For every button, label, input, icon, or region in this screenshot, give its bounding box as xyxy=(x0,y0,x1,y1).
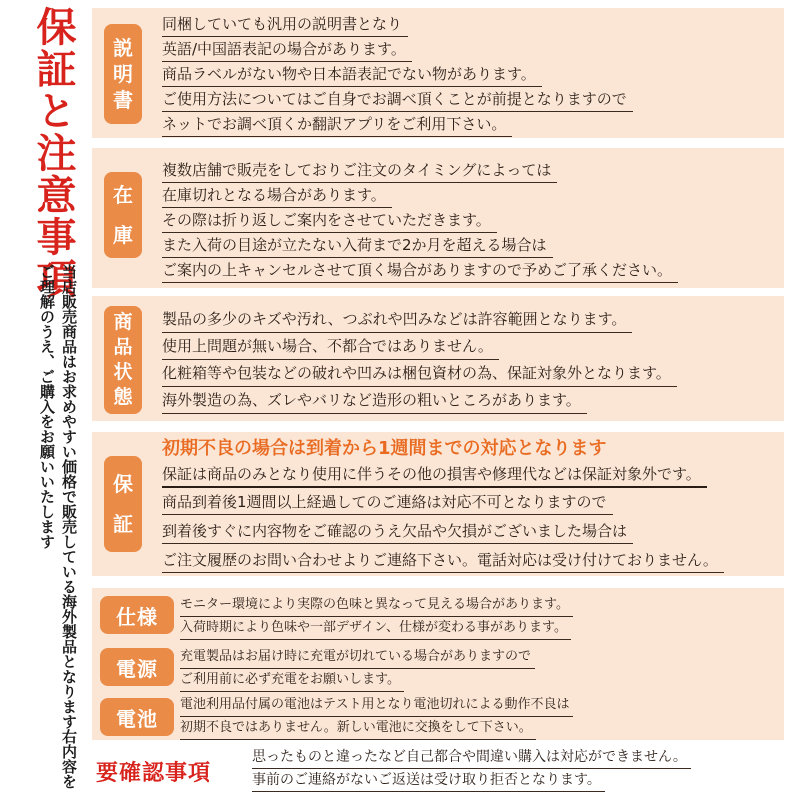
section-line: 在庫切れとなる場合があります。 xyxy=(162,183,392,208)
final-line: 思ったものと違ったなど自己都合や間違い購入は対応ができません。 xyxy=(252,746,691,769)
section-line: ご案内の上キャンセルさせて頂く場合がありますので予めご了承ください。 xyxy=(162,258,678,283)
section-lines-warranty xyxy=(162,436,776,573)
section-line: ご利用前に必ず充電をお願いします。 xyxy=(180,669,404,692)
section-line: 入荷時期により色味や一部デザイン、仕様が変わる事があります。 xyxy=(180,617,571,640)
section-line: 化粧箱等や包装などの破れや凹みは梱包資材の為、保証対象外となります。 xyxy=(162,360,677,387)
side-title: 保証と注意事項 xyxy=(30,6,76,300)
section-line: モニター環境により実際の色味と異なって見える場合があります。 xyxy=(180,594,573,617)
warranty-highlight: 初期不良の場合は到着から1週間までの対応となります xyxy=(162,438,607,459)
section-warranty xyxy=(92,432,784,576)
section-lines-manual xyxy=(162,12,776,137)
section-line: 初期不良ではありません。新しい電池に交換をして下さい。 xyxy=(180,717,536,740)
section-line: 商品到着後1週間以上経過してのご連絡は対応不可となりますので xyxy=(162,490,613,515)
section-line: 使用上問題が無い場合、不都合ではありません。 xyxy=(162,333,499,360)
section-line: ネットでお調べ頂くか翻訳アプリをご利用下さい。 xyxy=(162,112,512,137)
side-note: 当店販売商品はお求めやすい価格で販売している海外製品となります右内容をご理解のうえ、ご購入をお願いいたします xyxy=(38,264,78,789)
lines-power xyxy=(180,646,776,692)
lines-spec xyxy=(180,594,776,640)
section-line: 英語/中国語表記の場合があります。 xyxy=(162,37,412,62)
section-line: ご使用方法についてはご自身でお調べ頂くことが前提となりますので xyxy=(162,87,633,112)
final-title: 要確認事項 xyxy=(96,761,212,786)
section-line: 複数店舗で販売をしておりご注文のタイミングによっては xyxy=(162,158,557,183)
section-line: また入荷の目途が立たない入荷まで2か月を超える場合は xyxy=(162,233,553,258)
final-lines xyxy=(252,746,691,792)
section-tag-stock: 在 庫 xyxy=(104,172,142,258)
section-line: 保証は商品のみとなり使用に伴うその他の損害や修理代などは保証対象外です。 xyxy=(162,462,707,488)
tag-spec: 仕様 xyxy=(100,596,174,634)
lines-battery xyxy=(180,694,776,740)
section-lines-stock xyxy=(162,158,776,283)
section-line: 到着後すぐに内容物をご確認のうえ欠品や欠損がございました場合は xyxy=(162,519,633,544)
section-line: その際は折り返しご案内をさせていただきます。 xyxy=(162,208,497,233)
section-line: 電池利用品付属の電池はテスト用となり電池切れによる動作不良は xyxy=(180,694,573,717)
section-notes xyxy=(92,588,784,740)
tag-battery: 電池 xyxy=(100,698,174,736)
section-tag-warranty: 保 証 xyxy=(104,456,142,552)
section-stock xyxy=(92,148,784,288)
section-tag-manual: 説 明 書 xyxy=(104,24,142,124)
final-line: 事前のご連絡がないご返送は受け取り拒否となります。 xyxy=(252,769,605,792)
section-manual xyxy=(92,8,784,138)
section-tag-condition: 商 品 状 態 xyxy=(104,306,142,414)
section-line: 同梱していても汎用の説明書となり xyxy=(162,12,408,37)
section-line: 充電製品はお届け時に充電が切れている場合がありますので xyxy=(180,646,535,669)
section-line: ご注文履歴のお問い合わせよりご連絡下さい。電話対応は受け付けておりません。 xyxy=(162,548,724,573)
section-line: 製品の多少のキズや汚れ、つぶれや凹みなどは許容範囲となります。 xyxy=(162,306,632,333)
section-condition xyxy=(92,296,784,421)
section-lines-condition xyxy=(162,306,776,414)
tag-power: 電源 xyxy=(100,648,174,686)
section-line: 海外製造の為、ズレやバリなど造形の粗いところがあります。 xyxy=(162,387,587,414)
section-line: 商品ラベルがない物や日本語表記でない物があります。 xyxy=(162,62,542,87)
